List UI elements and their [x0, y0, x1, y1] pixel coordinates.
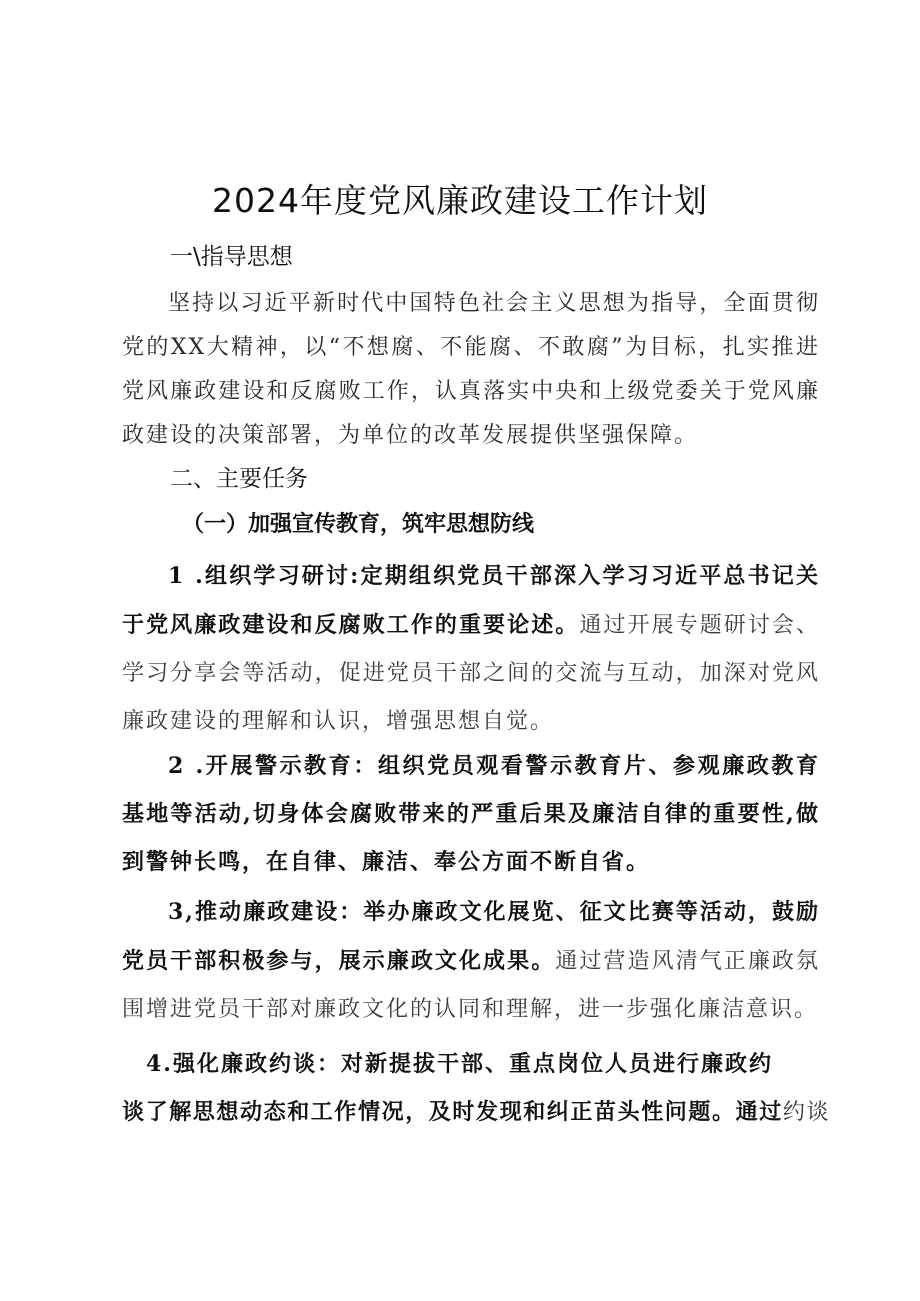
section-heading-main-tasks: 二、主要任务 [170, 466, 308, 492]
task-item-4-line2-bold: 谈了解思想动态和工作情况，及时发现和纠正苗头性问题。通过 [122, 1099, 783, 1125]
task-item-4-line2 [122, 1088, 831, 1137]
task-item-3 [122, 888, 820, 1034]
task-item-2: 2 .开展警示教育：组织党员观看警示教育片、参观廉政教育基地等活动,切身体会腐败带来的严重后果及廉洁自律的重要性,做到警钟长鸣，在自律、廉洁、奉公方面不断自省。 [122, 753, 820, 875]
guiding-thought-paragraph: 坚持以习近平新时代中国特色社会主义思想为指导，全面贯彻党的XX大精神，以“不想腐、不能腐、不敢腐”为目标，扎实推进党风廉政建设和反腐败工作，认真落实中央和上级党委关于党风廉政建设的决策部署，为单位的改革发展提供坚强保障。 [122, 291, 820, 448]
task-item-4-line1: 4.强化廉政约谈：对新提拔干部、重点岗位人员进行廉政约 [146, 1051, 773, 1077]
task-item-3-lead: 3,推动廉政建设：举办廉政文化展览、征文比赛等活动，鼓励党员干部积极参与，展示廉政文化成果。 [122, 899, 820, 974]
task-item-4 [122, 1040, 831, 1137]
task-item-3-rest: 通过营造风清气正廉政氛围增进党员干部对廉政文化的认同和理解，进一步强化廉洁意识。 [122, 949, 820, 1022]
subsection-heading-education: （一）加强宣传教育，筑牢思想防线 [182, 511, 535, 537]
task-item-1-lead: 1 .组织学习研讨:定期组织党员干部深入学习习近平总书记关于党风廉政建设和反腐败工作的重要论述。 [122, 563, 820, 638]
task-item-1-rest: 通过开展专题研讨会、学习分享会等活动，促进党员干部之间的交流与互动，加深对党风廉政建设的理解和认识，增强思想自觉。 [122, 613, 820, 734]
document-title: 2024年度党风廉政建设工作计划 [212, 181, 708, 220]
task-item-4-line2-rest: 约谈 [782, 1100, 831, 1125]
section-heading-guiding-thought: 一\指导思想 [170, 244, 293, 270]
task-item-1 [122, 552, 820, 746]
